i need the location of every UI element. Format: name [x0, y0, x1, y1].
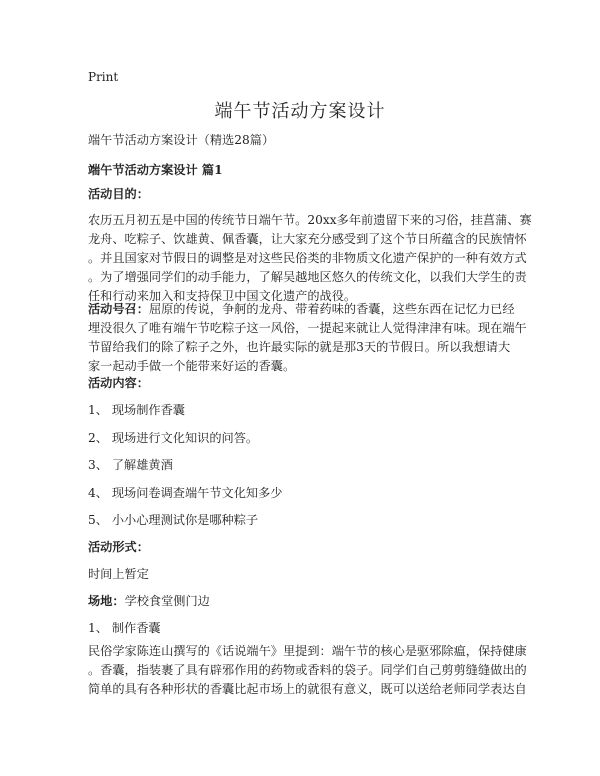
form-heading: 活动形式：	[88, 540, 149, 554]
print-label[interactable]: Print	[88, 70, 119, 84]
content-item: 1、 现场制作香囊	[88, 403, 185, 417]
purpose-paragraph	[88, 211, 532, 306]
purpose-line: 。并且国家对节假日的调整是对这些民俗类的非物质文化遗产保护的一种有效方式	[88, 251, 527, 265]
slogan-line: 埋没很久了唯有端午节吃粽子这一风俗，一提起来就让人觉得津津有味。现在端午	[88, 321, 527, 335]
slogan-line: 家一起动手做一个能带来好运的香囊。	[88, 359, 296, 373]
content-item: 2、 现场进行文化知识的问答。	[88, 431, 259, 445]
slogan-paragraph	[88, 300, 527, 376]
slogan-text: 屈原的传说，争舸的龙舟、带着药味的香囊，这些东西在记忆力已经	[148, 302, 515, 316]
purpose-heading: 活动目的：	[88, 187, 149, 201]
slogan-label: 活动号召：	[88, 302, 149, 316]
folk-line: 民俗学家陈连山撰写的《话说端午》里提到：端午节的核心是驱邪除瘟，保持健康	[88, 644, 527, 658]
venue-value: 学校食堂侧门边	[124, 594, 210, 608]
folk-paragraph	[88, 642, 527, 699]
content-item: 3、 了解雄黄酒	[88, 458, 173, 472]
content-item: 5、 小小心理测试你是哪种粽子	[88, 513, 259, 527]
doc-subtitle: 端午节活动方案设计（精选28篇）	[88, 133, 275, 147]
venue-line	[88, 592, 210, 611]
purpose-line: 农历五月初五是中国的传统节日端午节。20xx多年前遗留下来的习俗，挂菖蒲、赛	[88, 213, 532, 227]
folk-line: 简单的具有各种形状的香囊比起市场上的就很有意义，既可以送给老师同学表达自	[88, 682, 527, 696]
section1-title: 1、 制作香囊	[88, 621, 161, 635]
slogan-line	[88, 300, 514, 319]
purpose-line: 。为了增强同学们的动手能力，了解吴越地区悠久的传统文化，以我们大学生的责	[88, 270, 527, 284]
page-title: 端午节活动方案设计	[214, 101, 386, 122]
folk-line: 。香囊，指装裹了具有辟邪作用的药物或香料的袋子。同学们自己剪剪缝缝做出的	[88, 663, 527, 677]
content-heading: 活动内容：	[88, 376, 149, 390]
purpose-line: 任和行动来加入和支持保卫中国文化遗产的战役。	[88, 289, 357, 303]
slogan-line: 节留给我们的除了粽子之外，也许最实际的就是那3天的节假日。所以我想请大	[88, 340, 511, 354]
purpose-line: 龙舟、吃粽子、饮雄黄、佩香囊，让大家充分感受到了这个节日所蕴含的民族情怀	[88, 232, 527, 246]
venue-label: 场地：	[88, 594, 125, 608]
time-text: 时间上暂定	[88, 567, 149, 581]
section-heading: 端午节活动方案设计 篇1	[88, 163, 223, 177]
content-item: 4、 现场问卷调查端午节文化知多少	[88, 486, 283, 500]
